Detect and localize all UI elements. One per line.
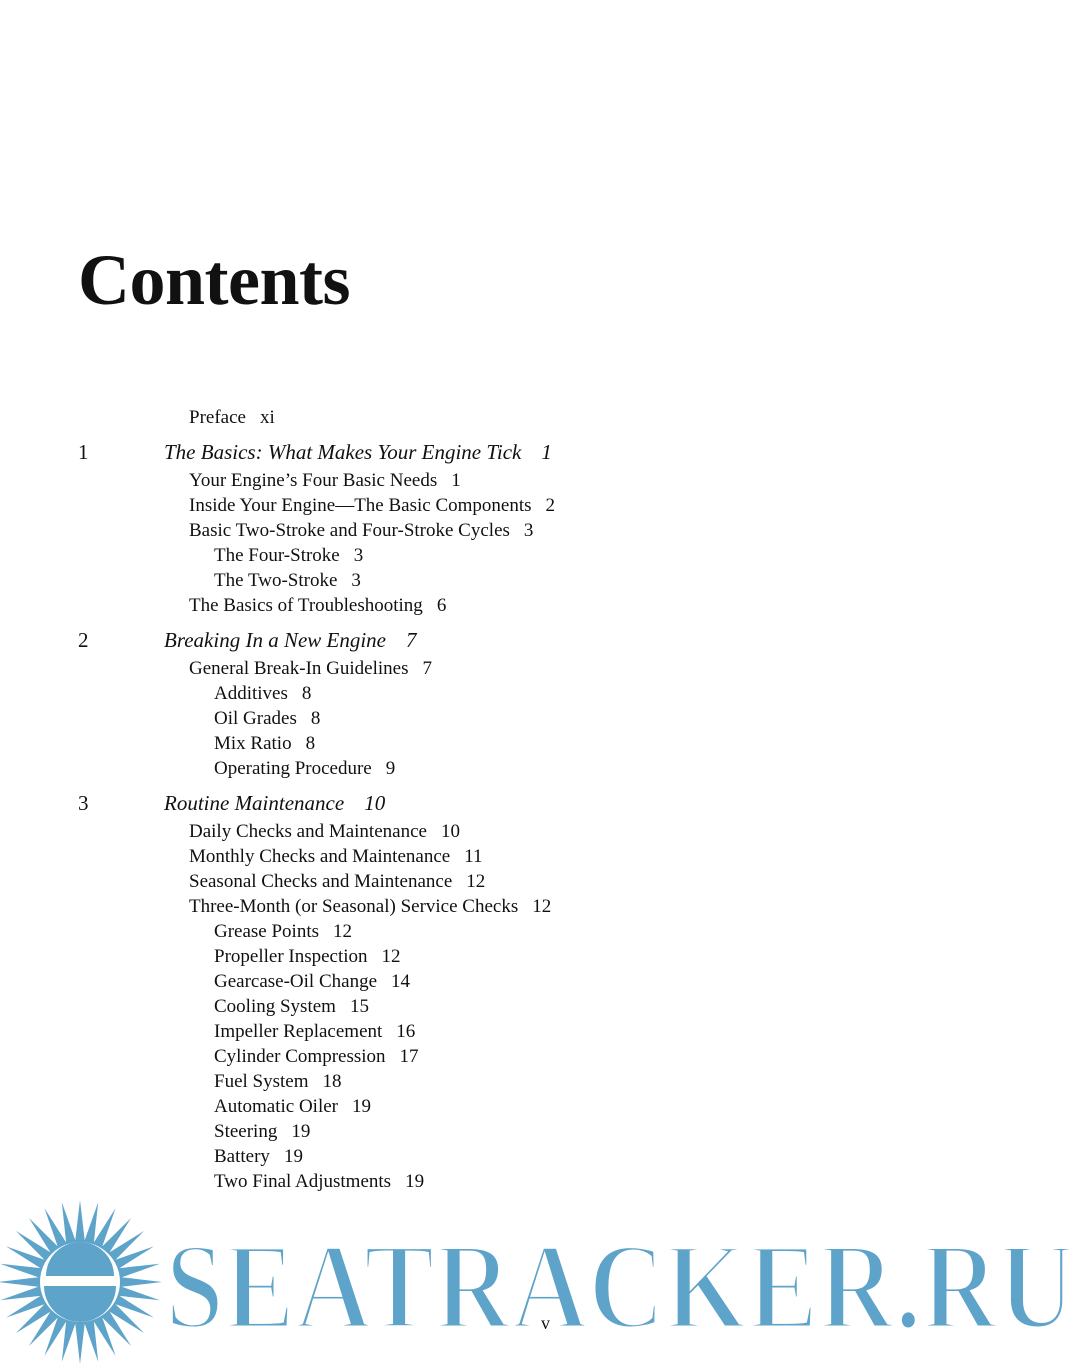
toc-entry-page: 19 <box>291 1121 311 1142</box>
toc-entry-page: 10 <box>440 821 460 842</box>
toc-section[interactable] <box>0 493 1091 518</box>
toc-chapter-3[interactable] <box>0 788 1091 819</box>
toc-section[interactable] <box>0 819 1091 844</box>
toc-subsection[interactable] <box>0 1069 1091 1094</box>
sun-icon <box>0 1200 162 1364</box>
toc-entry-page: 11 <box>464 846 483 867</box>
toc-subsection[interactable] <box>0 543 1091 568</box>
toc-subsection[interactable] <box>0 969 1091 994</box>
toc-entry-title: Steering <box>214 1121 278 1142</box>
toc-entry-title: The Two-Stroke <box>214 570 338 591</box>
toc-entry-page: xi <box>259 407 275 428</box>
toc-entry-page: 3 <box>523 520 534 541</box>
toc-entry-page: 17 <box>399 1046 419 1067</box>
toc-entry-title: Cooling System <box>214 996 336 1017</box>
chapter-page: 1 <box>541 440 552 464</box>
toc-entry-title: General Break-In Guidelines <box>189 658 409 679</box>
toc-chapter-1[interactable] <box>0 437 1091 468</box>
toc-entry-page: 19 <box>405 1171 425 1192</box>
toc-entry-title: Monthly Checks and Maintenance <box>189 846 451 867</box>
toc-entry-title: Inside Your Engine—The Basic Components <box>189 495 532 516</box>
toc-entry-title: Automatic Oiler <box>214 1096 338 1117</box>
toc-entry-page: 9 <box>385 758 396 779</box>
toc-section[interactable] <box>0 468 1091 493</box>
chapter-number: 3 <box>78 791 89 815</box>
toc-entry-page: 16 <box>396 1021 416 1042</box>
toc-entry-page: 12 <box>466 871 486 892</box>
chapter-title: Routine Maintenance <box>164 791 345 815</box>
toc-subsection[interactable] <box>0 1144 1091 1169</box>
toc-entry-title: Propeller Inspection <box>214 946 368 967</box>
toc-subsection[interactable] <box>0 568 1091 593</box>
toc-entry-title: Impeller Replacement <box>214 1021 383 1042</box>
toc-preface[interactable] <box>0 405 1091 430</box>
toc-section[interactable] <box>0 894 1091 919</box>
toc-subsection[interactable] <box>0 1169 1091 1194</box>
toc-section[interactable] <box>0 844 1091 869</box>
toc-entry-page: 8 <box>310 708 321 729</box>
chapter-title: Breaking In a New Engine <box>164 628 387 652</box>
toc-entry-page: 15 <box>349 996 369 1017</box>
toc-entry-page: 3 <box>353 545 364 566</box>
toc-section[interactable] <box>0 869 1091 894</box>
toc-entry-title: Gearcase-Oil Change <box>214 971 378 992</box>
toc-entry-title: Battery <box>214 1146 270 1167</box>
chapter-page: 10 <box>364 791 386 815</box>
toc-entry-page: 12 <box>381 946 401 967</box>
chapter-title: The Basics: What Makes Your Engine Tick <box>164 440 522 464</box>
toc-subsection[interactable] <box>0 706 1091 731</box>
toc-entry-page: 12 <box>333 921 353 942</box>
toc-entry-title: Fuel System <box>214 1071 309 1092</box>
toc-entry-title: Three-Month (or Seasonal) Service Checks <box>189 896 519 917</box>
toc-entry-title: Basic Two-Stroke and Four-Stroke Cycles <box>189 520 510 541</box>
toc-entry-page: 6 <box>436 595 447 616</box>
toc-section[interactable] <box>0 656 1091 681</box>
toc-entry-title: Operating Procedure <box>214 758 372 779</box>
toc-entry-title: Your Engine’s Four Basic Needs <box>189 470 438 491</box>
toc-entry-title: Two Final Adjustments <box>214 1171 392 1192</box>
toc-subsection[interactable] <box>0 994 1091 1019</box>
toc-entry-page: 1 <box>451 470 461 491</box>
watermark <box>0 1200 1091 1365</box>
toc-entry-title: Preface <box>189 407 246 428</box>
toc-subsection[interactable] <box>0 1019 1091 1044</box>
toc-entry-page: 19 <box>283 1146 303 1167</box>
chapter-number: 1 <box>78 440 89 464</box>
toc-entry-title: The Four-Stroke <box>214 545 340 566</box>
toc-entry-page: 3 <box>351 570 361 591</box>
page-folio: v <box>541 1313 550 1333</box>
toc-entry-page: 8 <box>301 683 312 704</box>
toc-subsection[interactable] <box>0 756 1091 781</box>
toc-entry-page: 14 <box>391 971 411 992</box>
toc-subsection[interactable] <box>0 681 1091 706</box>
toc-subsection[interactable] <box>0 919 1091 944</box>
toc-subsection[interactable] <box>0 731 1091 756</box>
toc-section[interactable] <box>0 593 1091 618</box>
chapter-page: 7 <box>406 628 417 652</box>
toc-entry-page: 12 <box>532 896 552 917</box>
toc-entry-title: Grease Points <box>214 921 320 942</box>
table-of-contents <box>0 405 1091 1194</box>
toc-entry-page: 18 <box>322 1071 342 1092</box>
page-title: Contents <box>78 240 351 320</box>
toc-entry-page: 19 <box>352 1096 371 1117</box>
toc-entry-page: 7 <box>422 658 432 679</box>
toc-entry-title: Cylinder Compression <box>214 1046 386 1067</box>
toc-section[interactable] <box>0 518 1091 543</box>
toc-entry-page: 8 <box>305 733 316 754</box>
toc-entry-page: 2 <box>545 495 556 516</box>
toc-entry-title: Seasonal Checks and Maintenance <box>189 871 453 892</box>
watermark-text: SEATRACKER.RU <box>165 1218 1075 1355</box>
toc-subsection[interactable] <box>0 1094 1091 1119</box>
toc-entry-title: Daily Checks and Maintenance <box>189 821 427 842</box>
toc-entry-title: The Basics of Troubleshooting <box>189 595 423 616</box>
toc-entry-title: Mix Ratio <box>214 733 292 754</box>
toc-entry-title: Oil Grades <box>214 708 297 729</box>
toc-subsection[interactable] <box>0 944 1091 969</box>
chapter-number: 2 <box>78 628 89 652</box>
toc-entry-title: Additives <box>214 683 288 704</box>
toc-subsection[interactable] <box>0 1119 1091 1144</box>
toc-chapter-2[interactable] <box>0 625 1091 656</box>
toc-subsection[interactable] <box>0 1044 1091 1069</box>
